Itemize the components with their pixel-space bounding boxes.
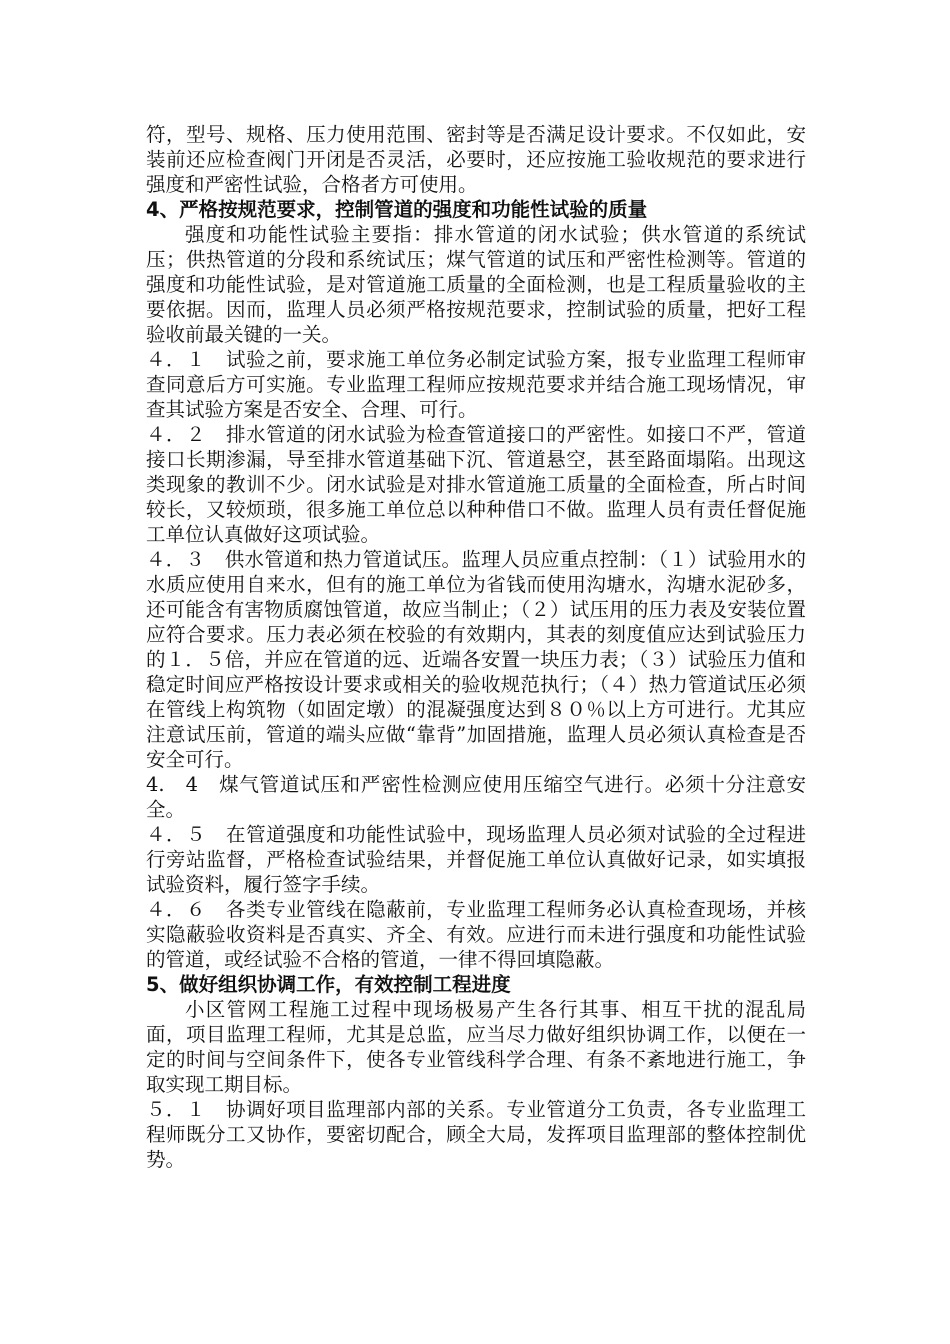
paragraph-4-6: ４．６ 各类专业管线在隐蔽前，专业监理工程师务必认真检查现场，并核实隐蔽验收资料是否真实、齐全、有效。应进行而未进行强度和功能性试验的管道，或经试验不合格的管道，一律不得回填隐蔽。 [146,898,806,971]
paragraph-4-4: 4. 4 煤气管道试压和严密性检测应使用压缩空气进行。必须十分注意安全。 [146,773,806,821]
section-heading-4: 4、严格按规范要求，控制管道的强度和功能性试验的质量 [146,198,648,221]
paragraph-4-3: ４．３ 供水管道和热力管道试压。监理人员应重点控制：（１）试验用水的水质应使用自来水，但有的施工单位为省钱而使用沟塘水，沟塘水泥砂多，还可能含有害物质腐蚀管道，故应当制止；（２）试压用的压力表及安装位置应符合要求。压力表必须在校验的有效期内，其表的刻度值应达到试验压力的１．５倍，并应在管道的远、近端各安置一块压力表；（３）试验压力值和稳定时间应严格按设计要求或相关的验收规范执行；（４）热力管道试压必须在管线上构筑物（如固定墩）的混凝强度达到８０％以上方可进行。尤其应注意试压前，管道的端头应做“靠背”加固措施，监理人员必须认真检查是否安全可行。 [146,548,806,771]
paragraph-4-2: ４．２ 排水管道的闭水试验为检查管道接口的严密性。如接口不严，管道接口长期渗漏，导至排水管道基础下沉、管道悬空，甚至路面塌陷。出现这类现象的教训不少。闭水试验是对排水管道施工质量的全面检查，所占时间较长，又较烦琐，很多施工单位总以种种借口不做。监理人员有责任督促施工单位认真做好这项试验。 [146,423,806,546]
paragraph-4-1: ４．１ 试验之前，要求施工单位务必制定试验方案，报专业监理工程师审查同意后方可实施。专业监理工程师应按规范要求并结合施工现场情况，审查其试验方案是否安全、合理、可行。 [146,348,806,421]
paragraph-section-4-intro: 强度和功能性试验主要指：排水管道的闭水试验；供水管道的系统试压；供热管道的分段和系统试压；煤气管道的试压和严密性检测等。管道的强度和功能性试验，是对管道施工质量的全面检测，也是工程质量验收的主要依据。因而，监理人员必须严格按规范要求，控制试验的质量，把好工程验收前最关键的一关。 [146,223,806,346]
paragraph-4-5: ４．５ 在管道强度和功能性试验中，现场监理人员必须对试验的全过程进行旁站监督，严格检查试验结果，并督促施工单位认真做好记录，如实填报试验资料，履行签字手续。 [146,823,806,896]
section-heading-5: 5、做好组织协调工作，有效控制工程进度 [146,973,511,996]
document-body [146,122,806,1172]
paragraph-5-1: ５．１ 协调好项目监理部内部的关系。专业管道分工负责，各专业监理工程师既分工又协作，要密切配合，顾全大局，发挥项目监理部的整体控制优势。 [146,1098,806,1171]
paragraph-section-5-intro: 小区管网工程施工过程中现场极易产生各行其事、相互干扰的混乱局面，项目监理工程师，尤其是总监，应当尽力做好组织协调工作，以便在一定的时间与空间条件下，使各专业管线科学合理、有条不紊地进行施工，争取实现工期目标。 [146,998,806,1096]
paragraph-valve-inspection: 符，型号、规格、压力使用范围、密封等是否满足设计要求。不仅如此，安装前还应检查阀门开闭是否灵活，必要时，还应按施工验收规范的要求进行强度和严密性试验，合格者方可使用。 [146,123,806,196]
